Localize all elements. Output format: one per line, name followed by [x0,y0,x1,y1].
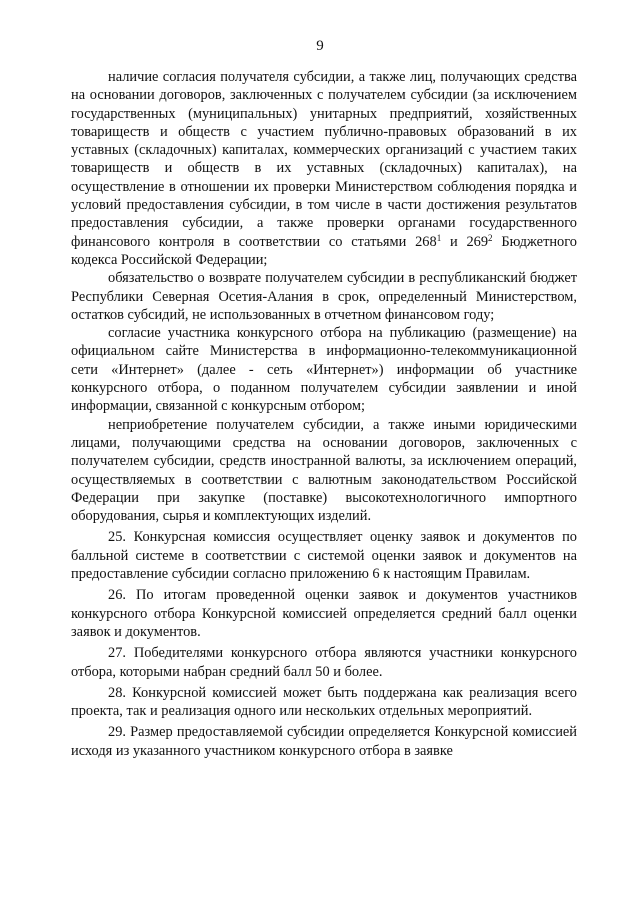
paragraph-text: Бюджетного кодекса Российской Федерации; [71,233,577,268]
paragraph-return-obligation: обязательство о возврате получателем субсидии в республиканский бюджет Республики Северная Осетия-Алания в срок, определенный Министерством, остатков субсидий, не использованных в отчетном финансовом году; [71,270,577,323]
paragraph-consent-inspection [71,68,577,269]
paragraph-item-28: 28. Конкурсной комиссией может быть поддержана как реализация всего проекта, так и реализация одного или нескольких отдельных мероприятий. [71,684,577,720]
superscript: 2 [488,232,493,243]
document-body [71,68,577,760]
paragraph-item-29: 29. Размер предоставляемой субсидии определяется Конкурсной комиссией исходя из указанного участником конкурсного отбора в заявке [71,724,577,759]
paragraph-item-27: 27. Победителями конкурсного отбора являются участники конкурсного отбора, которыми набран средний балл 50 и более. [71,645,577,680]
paragraph-text: наличие согласия получателя субсидии, а также лиц, получающих средства на основании договоров, заключенных с получателем субсидии (за исключением государственных (муниципальных) унитарных предприятий, хозяйственных товариществ и обществ с участием публично-правовых образований в их уставных (складочных) капиталах, коммерческих организаций с участием таких товариществ и обществ в их уставных (складочных) капиталах), на осуществление в отношении их проверки Министерством соблюдения порядка и условий предоставления субсидии, в том числе в части достижения результатов предоставления субсидии, а также проверки органами государственного финансового контроля в соответствии со статьями 268 [71,69,577,250]
paragraph-currency-restriction: неприобретение получателем субсидии, а также иными юридическими лицами, получающими средства на основании договоров, заключенных с получателем субсидии, средств иностранной валюты, за исключением операций, осуществляемых в соответствии с валютным законодательством Российской Федерации при закупке (поставке) высокотехнологичного импортного оборудования, сырья и комплектующих изделий. [71,416,577,525]
page-number: 9 [316,38,324,54]
paragraph-item-26: 26. По итогам проведенной оценки заявок и документов участников конкурсного отбора Конкурсной комиссией определяется средний балл оценки заявок и документов. [71,587,577,640]
paragraph-publication-consent: согласие участника конкурсного отбора на публикацию (размещение) на официальном сайте Министерства в информационно-телекоммуникационной сети «Интернет» (далее - сеть «Интернет») информации об участнике конкурсного отбора, о поданном получателем субсидии заявлении и иной информации, связанной с конкурсным отбором; [71,325,577,415]
superscript: 1 [436,232,442,243]
paragraph-text: и 269 [441,233,489,250]
paragraph-item-25: 25. Конкурсная комиссия осуществляет оценку заявок и документов по балльной системе в соответствии с системой оценки заявок и документов на предоставление субсидии согласно приложению 6 к настоящим Правилам. [71,529,577,583]
